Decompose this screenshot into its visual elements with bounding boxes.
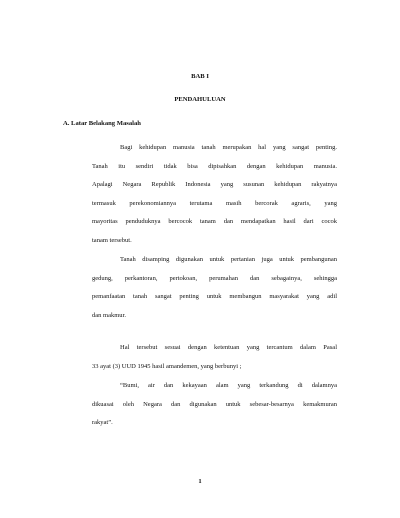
paragraph-line: mayoritas penduduknya bercocok tanam dan mendapatkan hasil dari cocok [92,218,337,226]
paragraph-line: tanam tersebut. [92,236,132,244]
paragraph-line: Tanah disamping digunakan untuk pertanian juga untuk pembangunan [120,256,337,263]
paragraph-line: pemanfaatan tanah sangat penting untuk membangun masyarakat yang adil [92,293,337,301]
chapter-label: BAB I [191,73,209,80]
paragraph-3 [92,339,337,376]
chapter-title: PENDAHULUAN [174,96,226,103]
section-heading: A. Latar Belakang Masalah [63,120,141,127]
page-number: 1 [198,478,202,485]
paragraph-line: dan makmur. [92,311,126,319]
paragraph-1 [92,139,337,251]
paragraph-line: Tanah itu sendiri tidak bisa dipisahkan dengan kehidupan manusia. [92,162,337,170]
paragraph-line: dikuasai oleh Negara dan digunakan untuk sebesar-besarnya kemakmuran [92,400,337,408]
paragraph-line: termasuk perekonomiannya terutama masih bercorak agraris, yang [92,199,337,207]
paragraph-line: “Bumi, air dan kekayaan alam yang terkandung di dalamnya [120,382,337,389]
quote-paragraph [92,377,337,433]
paragraph-line: Apalagi Negara Republik Indonesia yang susunan kehidupan rakyatnya [92,181,337,189]
paragraph-2 [92,251,337,325]
paragraph-line: rakyat”. [92,419,113,427]
paragraph-line: Hal tersebut sesuai dengan ketentuan yang tercantum dalam Pasal [120,344,337,351]
paragraph-line: gedung, perkantoran, pertokoan, perumahan dan sebagainya, sehingga [92,274,337,282]
paragraph-line: 33 ayat (3) UUD 1945 hasil amandemen, yang berbunyi ; [92,362,242,370]
paragraph-line: Bagi kehidupan manusia tanah merupakan hal yang sangat penting. [120,144,337,151]
